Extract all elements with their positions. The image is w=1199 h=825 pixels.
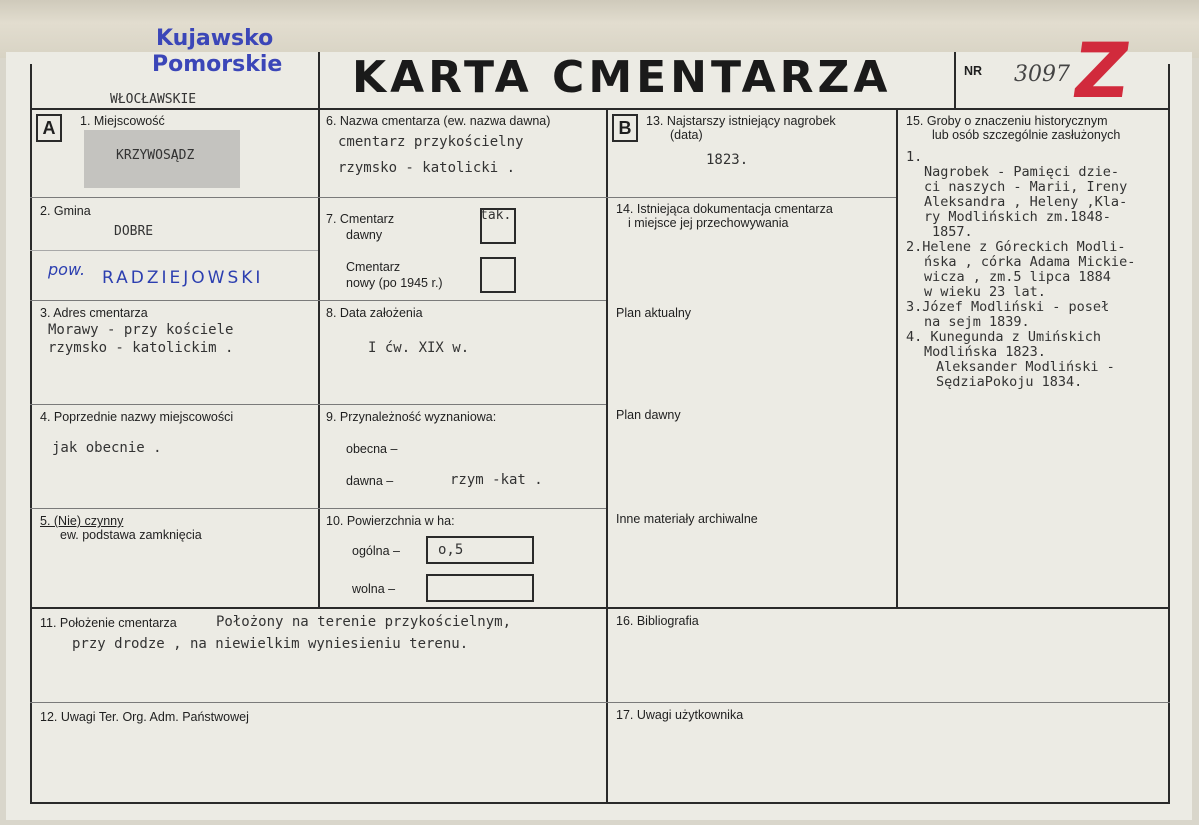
- frame-left: [30, 64, 32, 804]
- field-2-label: 2. Gmina: [40, 204, 91, 218]
- row-line: [30, 250, 318, 251]
- field-11-line1: Położony na terenie przykościelnym,: [216, 614, 512, 630]
- grave-entry-line: ry Modlińskich zm.1848-: [924, 209, 1111, 225]
- field-15-label2: lub osób szczególnie zasłużonych: [932, 128, 1121, 142]
- field-6-label: 6. Nazwa cmentarza (ew. nazwa dawna): [326, 114, 551, 128]
- field-9-obecna: obecna –: [346, 442, 398, 456]
- field-16-label: 16. Bibliografia: [616, 614, 699, 628]
- stamp-line1: Kujawsko: [156, 26, 274, 51]
- grave-entry-line: ńska , córka Adama Mickie-: [924, 254, 1136, 270]
- field-9-dawna-value: rzym -kat .: [450, 472, 543, 488]
- field-4-value: jak obecnie .: [52, 440, 162, 456]
- header-rule: [30, 108, 1170, 110]
- row-line: [606, 197, 896, 198]
- wolna-box: [426, 574, 534, 602]
- grave-entry-line: 1857.: [932, 224, 973, 240]
- section-b-letter: B: [612, 114, 638, 142]
- grave-entry-line: Nagrobek - Pamięci dzie-: [924, 164, 1120, 180]
- field-9-dawna: dawna –: [346, 474, 394, 488]
- grave-entry-line: w wieku 23 lat.: [924, 284, 1046, 300]
- grave-entry-line: 4. Kunegunda z Umińskich: [906, 329, 1102, 345]
- header-divider-1: [318, 52, 320, 110]
- field-3-label: 3. Adres cmentarza: [40, 306, 148, 320]
- field-7-label: 7. Cmentarz: [326, 212, 395, 226]
- grave-entry-line: 3.Józef Modliński - poseł: [906, 299, 1110, 315]
- grave-entry-line: 2.Helene z Góreckich Modli-: [906, 239, 1126, 255]
- field-10-ogolna-value: o,5: [438, 542, 464, 558]
- grave-entry-line: ci naszych - Marii, Ireny: [924, 179, 1128, 195]
- field-3-line1: Morawy - przy kościele: [48, 322, 234, 338]
- row-line: [318, 508, 606, 509]
- field-14-label2: i miejsce jej przechowywania: [628, 216, 789, 230]
- card-title: KARTA CMENTARZA: [352, 52, 892, 103]
- row-line: [30, 404, 318, 405]
- nr-label: NR: [964, 64, 983, 78]
- category-mark: Z: [1067, 26, 1136, 115]
- field-13-label2: (data): [670, 128, 703, 142]
- inne-materialy-label: Inne materiały archiwalne: [616, 512, 758, 526]
- powiat-value: RADZIEJOWSKI: [102, 268, 264, 288]
- row-line: [318, 197, 606, 198]
- frame-right: [1168, 64, 1170, 804]
- frame-bottom: [30, 802, 1170, 804]
- section-a-letter: A: [36, 114, 62, 142]
- field-13-label1: 13. Najstarszy istniejący nagrobek: [646, 114, 836, 128]
- field-12-label: 12. Uwagi Ter. Org. Adm. Państwowej: [40, 710, 249, 724]
- field-6-line1: cmentarz przykościelny: [338, 134, 524, 150]
- row-line: [30, 197, 318, 198]
- powiat-prefix: pow.: [48, 260, 86, 279]
- cemetery-card: [6, 26, 1192, 820]
- plan-dawny-label: Plan dawny: [616, 408, 681, 422]
- field-10-label: 10. Powierzchnia w ha:: [326, 514, 455, 528]
- grave-entry-line: Modlińska 1823.: [924, 344, 1046, 360]
- row-line: [30, 300, 318, 301]
- field-7-nowy-label: Cmentarz: [346, 260, 401, 274]
- field-13-value: 1823.: [706, 152, 749, 168]
- field-17-label: 17. Uwagi użytkownika: [616, 708, 744, 722]
- stamp-line2: Pomorskie: [152, 52, 283, 77]
- field-5-sub: ew. podstawa zamknięcia: [60, 528, 202, 542]
- col-divider-2: [606, 108, 608, 802]
- field-5-label: 5. (Nie) czynny: [40, 514, 124, 528]
- field-2-value: DOBRE: [114, 224, 154, 239]
- field-15-label1: 15. Groby o znaczeniu historycznym: [906, 114, 1108, 128]
- field-14-label1: 14. Istniejąca dokumentacja cmentarza: [616, 202, 833, 216]
- grave-entry-line: Aleksandra , Heleny ,Kla-: [924, 194, 1128, 210]
- district-name: WŁOCŁAWSKIE: [110, 92, 197, 107]
- row-line: [30, 508, 318, 509]
- field-6-line2: rzymsko - katolicki .: [338, 160, 516, 176]
- field-8-value: I ćw. XIX w.: [368, 340, 470, 356]
- nowy-checkbox: [480, 257, 516, 293]
- grave-entry-line: 1.: [906, 149, 923, 165]
- grave-entry-line: Aleksander Modliński -: [936, 359, 1115, 375]
- field-8-label: 8. Data założenia: [326, 306, 423, 320]
- field-9-label: 9. Przynależność wyznaniowa:: [326, 410, 497, 424]
- field-11-label: 11. Położenie cmentarza: [40, 616, 177, 630]
- field-7-dawny: dawny: [346, 228, 383, 242]
- field-11-line2: przy drodze , na niewielkim wyniesieniu terenu.: [72, 636, 469, 652]
- field-7-nowy: nowy (po 1945 r.): [346, 276, 443, 290]
- field-1-value: KRZYWOSĄDZ: [116, 148, 195, 163]
- nr-value: 3097: [1014, 62, 1070, 87]
- col-divider-1: [318, 108, 320, 608]
- grave-entry-line: wicza , zm.5 lipca 1884: [924, 269, 1111, 285]
- field-4-label: 4. Poprzednie nazwy miejscowości: [40, 410, 234, 424]
- grave-entry-line: na sejm 1839.: [924, 314, 1030, 330]
- row-line: [30, 702, 1170, 703]
- field-3-line2: rzymsko - katolickim .: [48, 340, 234, 356]
- grave-entry-line: SędziaPokoju 1834.: [936, 374, 1083, 390]
- historic-graves-list: [902, 150, 1135, 390]
- field-10-ogolna: ogólna –: [352, 544, 400, 558]
- field-1-label: 1. Miejscowość: [80, 114, 165, 128]
- row-line: [318, 404, 606, 405]
- header-divider-2: [954, 52, 956, 110]
- row-line: [318, 300, 606, 301]
- bottom-section-rule: [30, 607, 1170, 609]
- col-divider-3: [896, 108, 898, 608]
- field-7-dawny-value: tak.: [480, 208, 512, 223]
- field-10-wolna: wolna –: [352, 582, 396, 596]
- plan-aktualny-label: Plan aktualny: [616, 306, 692, 320]
